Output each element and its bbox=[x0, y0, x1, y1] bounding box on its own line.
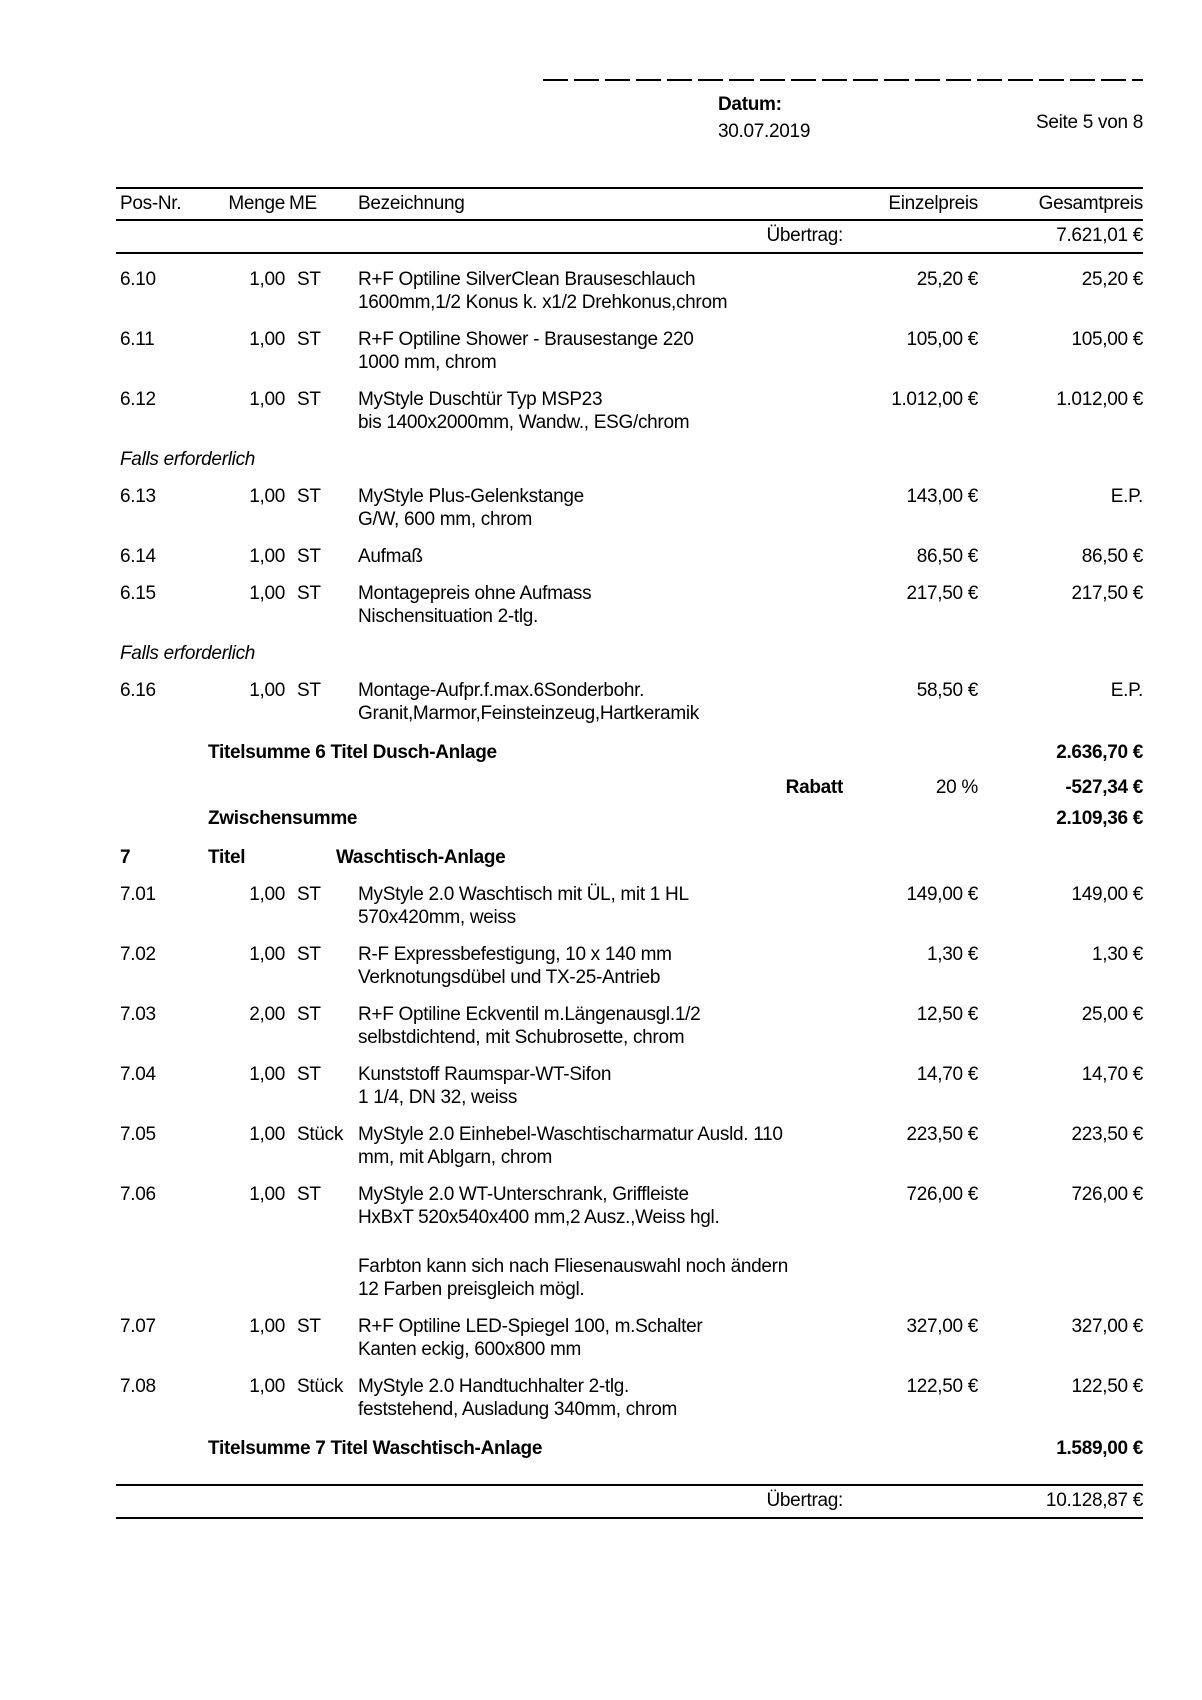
note-line: 12 Farben preisgleich mögl. bbox=[358, 1279, 585, 1300]
title-sum-row bbox=[116, 741, 1143, 764]
footer-carryover-value: 10.128,87 € bbox=[1045, 1490, 1143, 1511]
me-cell: ST bbox=[297, 546, 321, 567]
gesamtpreis-cell: E.P. bbox=[1110, 680, 1143, 701]
desc-cell bbox=[358, 328, 798, 374]
desc-line: MyStyle Duschtür Typ MSP23 bbox=[358, 389, 603, 410]
conditional-flag-row: Falls erforderlich bbox=[120, 643, 256, 664]
me-cell: ST bbox=[297, 389, 321, 410]
desc-cell bbox=[358, 1375, 798, 1421]
me-cell: ST bbox=[297, 1064, 321, 1085]
sum-label: Titelsumme 6 Titel Dusch-Anlage bbox=[208, 742, 497, 763]
menge-cell: 1,00 bbox=[249, 680, 285, 701]
table-row-item bbox=[116, 1375, 1143, 1421]
table-row-item bbox=[116, 328, 1143, 374]
pos-cell: 6.15 bbox=[120, 583, 156, 604]
table-row-item bbox=[116, 1183, 1143, 1229]
desc-line: Kunststoff Raumspar-WT-Sifon bbox=[358, 1064, 612, 1085]
menge-cell: 1,00 bbox=[249, 1184, 285, 1205]
desc-cell bbox=[358, 1123, 798, 1169]
desc-line: selbstdichtend, mit Schubrosette, chrom bbox=[358, 1027, 685, 1048]
gesamtpreis-cell: 25,20 € bbox=[1081, 269, 1143, 290]
section-number: 7 bbox=[120, 847, 131, 868]
einzelpreis-cell: 122,50 € bbox=[906, 1376, 978, 1397]
desc-line: bis 1400x2000mm, Wandw., ESG/chrom bbox=[358, 412, 690, 433]
pos-cell: 6.13 bbox=[120, 486, 156, 507]
desc-line: 1000 mm, chrom bbox=[358, 352, 497, 373]
me-cell: ST bbox=[297, 329, 321, 350]
table-row-item bbox=[116, 388, 1143, 434]
menge-cell: 1,00 bbox=[249, 884, 285, 905]
table-row-item bbox=[116, 485, 1143, 531]
me-cell: Stück bbox=[297, 1124, 344, 1145]
me-cell: ST bbox=[297, 583, 321, 604]
einzelpreis-cell: 58,50 € bbox=[916, 680, 978, 701]
column-header-einzelpreis: Einzelpreis bbox=[888, 193, 978, 214]
desc-cell bbox=[358, 582, 798, 628]
carryover-value: 7.621,01 € bbox=[1056, 225, 1143, 246]
pos-cell: 7.03 bbox=[120, 1004, 156, 1025]
desc-line: Montagepreis ohne Aufmass bbox=[358, 583, 592, 604]
desc-line: mm, mit Ablgarn, chrom bbox=[358, 1147, 553, 1168]
pos-cell: 7.06 bbox=[120, 1184, 156, 1205]
pos-cell: 7.08 bbox=[120, 1376, 156, 1397]
desc-line: Nischensituation 2-tlg. bbox=[358, 606, 539, 627]
header-separator-line bbox=[543, 79, 1143, 81]
einzelpreis-cell: 217,50 € bbox=[906, 583, 978, 604]
column-header-pos: Pos-Nr. bbox=[120, 193, 182, 214]
gesamtpreis-cell: 327,00 € bbox=[1071, 1316, 1143, 1337]
column-header-me: ME bbox=[289, 193, 317, 214]
desc-line: 1600mm,1/2 Konus k. x1/2 Drehkonus,chrom bbox=[358, 292, 728, 313]
sum-label: Titelsumme 7 Titel Waschtisch-Anlage bbox=[208, 1438, 543, 1459]
me-cell: ST bbox=[297, 944, 321, 965]
desc-line: HxBxT 520x540x400 mm,2 Ausz.,Weiss hgl. bbox=[358, 1207, 720, 1228]
pos-cell: 7.01 bbox=[120, 884, 156, 905]
table-row-item bbox=[116, 545, 1143, 568]
table-row-item bbox=[116, 268, 1143, 314]
pos-cell: 6.10 bbox=[120, 269, 156, 290]
einzelpreis-cell: 25,20 € bbox=[916, 269, 978, 290]
menge-cell: 1,00 bbox=[249, 583, 285, 604]
desc-cell bbox=[358, 268, 798, 314]
einzelpreis-cell: 86,50 € bbox=[916, 546, 978, 567]
desc-line: Granit,Marmor,Feinsteinzeug,Hartkeramik bbox=[358, 703, 699, 724]
desc-cell bbox=[358, 545, 798, 568]
footer-carryover-label: Übertrag: bbox=[766, 1490, 843, 1511]
menge-cell: 1,00 bbox=[249, 944, 285, 965]
discount-row bbox=[116, 776, 1143, 799]
page-number: Seite 5 von 8 bbox=[1035, 112, 1143, 133]
gesamtpreis-cell: 122,50 € bbox=[1071, 1376, 1143, 1397]
table-row-item bbox=[116, 883, 1143, 929]
table-header-row bbox=[116, 187, 1143, 221]
desc-cell bbox=[358, 883, 798, 929]
gesamtpreis-cell: E.P. bbox=[1110, 486, 1143, 507]
desc-cell bbox=[358, 388, 798, 434]
carryover-spacer bbox=[843, 224, 978, 247]
gesamtpreis-cell: 1.012,00 € bbox=[1056, 389, 1143, 410]
desc-line: R+F Optiline Shower - Brausestange 220 bbox=[358, 329, 694, 350]
table-row-item bbox=[116, 1003, 1143, 1049]
table-row-item bbox=[116, 1315, 1143, 1361]
einzelpreis-cell: 14,70 € bbox=[916, 1064, 978, 1085]
desc-line: Verknotungsdübel und TX-25-Antrieb bbox=[358, 967, 661, 988]
sum-label: Zwischensumme bbox=[208, 808, 358, 829]
column-header-menge: Menge bbox=[228, 193, 285, 214]
me-cell: ST bbox=[297, 269, 321, 290]
pos-cell: 7.07 bbox=[120, 1316, 156, 1337]
me-cell: ST bbox=[297, 486, 321, 507]
desc-line: Montage-Aufpr.f.max.6Sonderbohr. bbox=[358, 680, 645, 701]
carryover-row bbox=[116, 221, 1143, 254]
desc-line: R+F Optiline LED-Spiegel 100, m.Schalter bbox=[358, 1316, 703, 1337]
carryover-label: Übertrag: bbox=[766, 225, 843, 246]
gesamtpreis-cell: 217,50 € bbox=[1071, 583, 1143, 604]
menge-cell: 1,00 bbox=[249, 1064, 285, 1085]
desc-line: feststehend, Ausladung 340mm, chrom bbox=[358, 1399, 678, 1420]
column-header-bezeichnung: Bezeichnung bbox=[358, 193, 465, 214]
pos-cell: 7.02 bbox=[120, 944, 156, 965]
menge-cell: 1,00 bbox=[249, 546, 285, 567]
desc-cell bbox=[358, 943, 798, 989]
desc-cell bbox=[358, 1183, 798, 1229]
items-table bbox=[116, 187, 1143, 1519]
me-cell: Stück bbox=[297, 1376, 344, 1397]
sum-value: 2.636,70 € bbox=[1056, 742, 1143, 763]
desc-line: MyStyle 2.0 Handtuchhalter 2-tlg. bbox=[358, 1376, 630, 1397]
desc-line: Aufmaß bbox=[358, 546, 423, 567]
table-body bbox=[116, 268, 1143, 1460]
me-cell: ST bbox=[297, 884, 321, 905]
desc-line: G/W, 600 mm, chrom bbox=[358, 509, 533, 530]
section-title-row bbox=[116, 846, 1143, 869]
gesamtpreis-cell: 14,70 € bbox=[1081, 1064, 1143, 1085]
einzelpreis-cell: 327,00 € bbox=[906, 1316, 978, 1337]
menge-cell: 1,00 bbox=[249, 1124, 285, 1145]
me-cell: ST bbox=[297, 680, 321, 701]
gesamtpreis-cell: 1,30 € bbox=[1091, 944, 1143, 965]
column-header-gesamtpreis: Gesamtpreis bbox=[1038, 193, 1143, 214]
table-row-item bbox=[116, 943, 1143, 989]
pos-cell: 7.04 bbox=[120, 1064, 156, 1085]
pos-cell: 6.11 bbox=[120, 329, 155, 350]
menge-cell: 1,00 bbox=[249, 1376, 285, 1397]
table-row-item bbox=[116, 1123, 1143, 1169]
einzelpreis-cell: 223,50 € bbox=[906, 1124, 978, 1145]
pos-cell: 6.12 bbox=[120, 389, 156, 410]
me-cell: ST bbox=[297, 1184, 321, 1205]
menge-cell: 1,00 bbox=[249, 269, 285, 290]
gesamtpreis-cell: 149,00 € bbox=[1071, 884, 1143, 905]
gesamtpreis-cell: 105,00 € bbox=[1071, 329, 1143, 350]
section-title: Waschtisch-Anlage bbox=[336, 847, 506, 868]
desc-line: Kanten eckig, 600x800 mm bbox=[358, 1339, 582, 1360]
menge-cell: 1,00 bbox=[249, 329, 285, 350]
date-label: Datum: bbox=[718, 94, 782, 115]
table-row-item bbox=[116, 679, 1143, 725]
sum-value: 2.109,36 € bbox=[1056, 808, 1143, 829]
einzelpreis-cell: 149,00 € bbox=[906, 884, 978, 905]
date-value: 30.07.2019 bbox=[718, 121, 811, 142]
menge-cell: 1,00 bbox=[249, 1316, 285, 1337]
desc-line: MyStyle Plus-Gelenkstange bbox=[358, 486, 584, 507]
footer-carryover-row bbox=[116, 1484, 1143, 1519]
subtotal-row bbox=[116, 807, 1143, 830]
gesamtpreis-cell: 726,00 € bbox=[1071, 1184, 1143, 1205]
menge-cell: 1,00 bbox=[249, 486, 285, 507]
section-label: Titel bbox=[208, 847, 246, 868]
einzelpreis-cell: 1.012,00 € bbox=[891, 389, 978, 410]
gesamtpreis-cell: 25,00 € bbox=[1081, 1004, 1143, 1025]
einzelpreis-cell: 143,00 € bbox=[906, 486, 978, 507]
conditional-flag-row: Falls erforderlich bbox=[120, 449, 256, 470]
menge-cell: 1,00 bbox=[249, 389, 285, 410]
desc-cell bbox=[358, 679, 798, 725]
pos-cell: 6.16 bbox=[120, 680, 156, 701]
note-line: Farbton kann sich nach Fliesenauswahl noch ändern bbox=[358, 1256, 788, 1277]
desc-cell bbox=[358, 1003, 798, 1049]
pos-cell: 6.14 bbox=[120, 546, 156, 567]
desc-cell bbox=[358, 485, 798, 531]
desc-line: R+F Optiline Eckventil m.Längenausgl.1/2 bbox=[358, 1004, 701, 1025]
desc-line: 570x420mm, weiss bbox=[358, 907, 516, 928]
table-row-item bbox=[116, 1063, 1143, 1109]
gesamtpreis-cell: 86,50 € bbox=[1081, 546, 1143, 567]
desc-line: MyStyle 2.0 WT-Unterschrank, Griffleiste bbox=[358, 1184, 689, 1205]
desc-cell bbox=[358, 1063, 798, 1109]
discount-value: -527,34 € bbox=[1065, 777, 1143, 798]
menge-cell: 2,00 bbox=[249, 1004, 285, 1025]
desc-line: R+F Optiline SilverClean Brauseschlauch bbox=[358, 269, 696, 290]
einzelpreis-cell: 105,00 € bbox=[906, 329, 978, 350]
desc-line: MyStyle 2.0 Einhebel-Waschtischarmatur Ausld. 110 bbox=[358, 1124, 783, 1145]
desc-line: R-F Expressbefestigung, 10 x 140 mm bbox=[358, 944, 672, 965]
table-row-item bbox=[116, 582, 1143, 628]
desc-cell bbox=[358, 1315, 798, 1361]
discount-label: Rabatt bbox=[785, 777, 843, 798]
einzelpreis-cell: 12,50 € bbox=[916, 1004, 978, 1025]
desc-line: MyStyle 2.0 Waschtisch mit ÜL, mit 1 HL bbox=[358, 884, 689, 905]
me-cell: ST bbox=[297, 1004, 321, 1025]
footer-spacer bbox=[843, 1489, 978, 1512]
note-row bbox=[116, 1255, 1143, 1301]
desc-line: 1 1/4, DN 32, weiss bbox=[358, 1087, 518, 1108]
einzelpreis-cell: 726,00 € bbox=[906, 1184, 978, 1205]
discount-percent: 20 % bbox=[935, 777, 978, 798]
me-cell: ST bbox=[297, 1316, 321, 1337]
pos-cell: 7.05 bbox=[120, 1124, 156, 1145]
einzelpreis-cell: 1,30 € bbox=[926, 944, 978, 965]
title-sum-row bbox=[116, 1437, 1143, 1460]
sum-value: 1.589,00 € bbox=[1056, 1438, 1143, 1459]
gesamtpreis-cell: 223,50 € bbox=[1071, 1124, 1143, 1145]
